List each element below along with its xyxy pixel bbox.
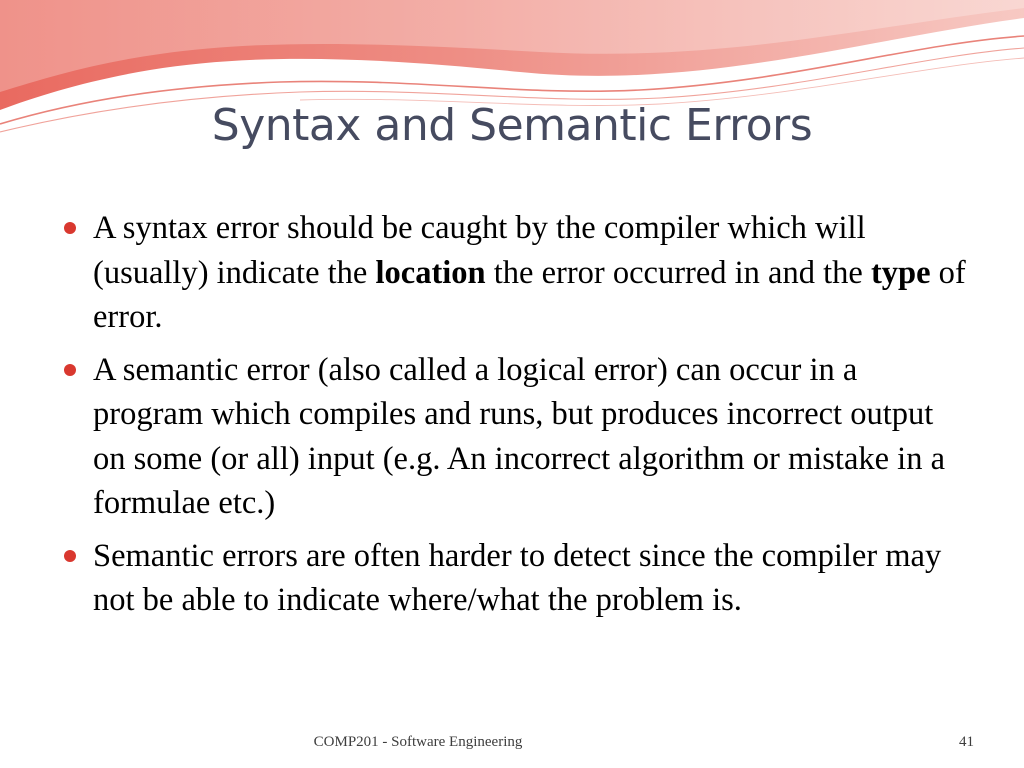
bullet-text-segment: Semantic errors are often harder to detect since the compiler may not be able to indicate where/what the problem is. <box>93 537 942 618</box>
slide-title: Syntax and Semantic Errors <box>211 100 813 151</box>
bullet-text-segment: location <box>375 254 486 291</box>
bullet-marker <box>64 550 76 562</box>
bullet-item <box>62 348 972 526</box>
bullet-item <box>62 534 972 623</box>
footer-course-label: COMP201 - Software Engineering <box>313 734 523 750</box>
bullet-text-segment: type <box>870 254 931 291</box>
bullet-marker <box>64 222 76 234</box>
bullet-marker <box>64 364 76 376</box>
bullet-text-segment: A semantic error (also called a logical error) can occur in a program which compiles and runs, but produces incorrect output on some (or all) input (e.g. An incorrect algorithm or mistake in a formulae etc.) <box>93 351 945 521</box>
bullet-text-segment: of error. <box>93 254 966 335</box>
bullet-text-segment: A syntax error should be caught by the compiler which will (usually) indicate the <box>93 210 866 291</box>
bullet-list <box>62 206 972 631</box>
bullet-item <box>62 206 972 340</box>
page-number: 41 <box>959 734 974 750</box>
bullet-text-segment: the error occurred in and the <box>485 254 871 291</box>
